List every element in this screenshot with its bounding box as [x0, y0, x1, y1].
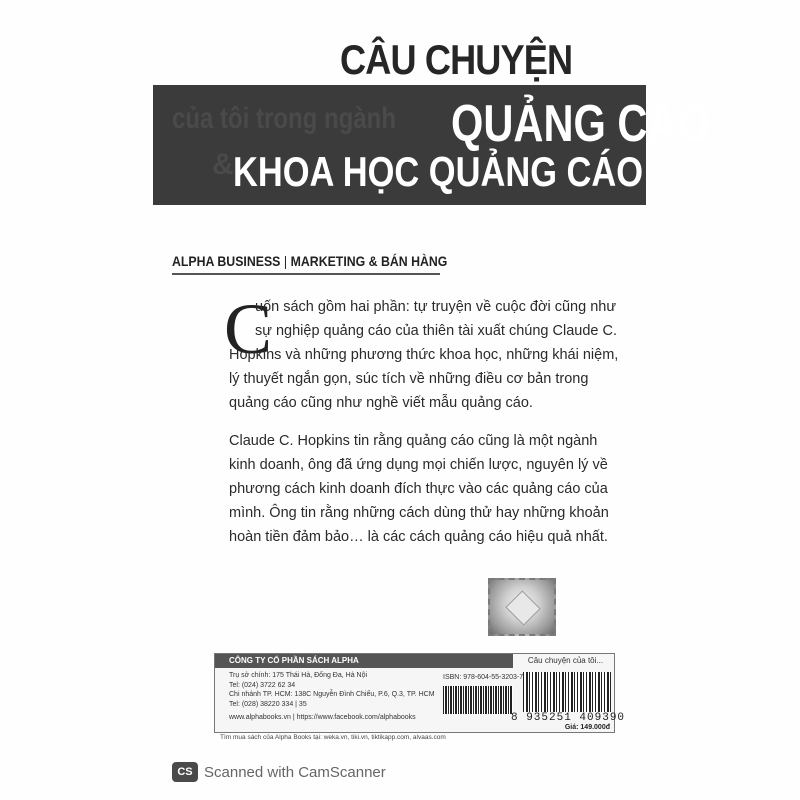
- title-ghost-ampersand: &: [212, 148, 234, 181]
- title-highlight: QUẢNG CÁO: [451, 95, 710, 153]
- publisher-name: CÔNG TY CỔ PHẦN SÁCH ALPHA: [215, 654, 513, 668]
- dropcap-letter: C: [224, 289, 273, 369]
- scanner-text: Scanned with CamScanner: [204, 763, 386, 781]
- p2-line: phương cách kinh doanh đích thực vào các quảng cáo của: [229, 481, 608, 497]
- category-underline: [172, 273, 440, 275]
- p2-line: kinh doanh, ông đã ứng dụng mọi chiến lược, nguyên lý về: [229, 457, 608, 473]
- scanner-watermark: [172, 762, 386, 782]
- p1-line: sự nghiệp quảng cáo của thiên tài xuất chúng Claude C.: [255, 323, 617, 339]
- category-right: MARKETING & BÁN HÀNG: [290, 253, 448, 269]
- publisher-info-box: [214, 653, 626, 733]
- ean-barcode-icon: [523, 672, 611, 712]
- description-text: [229, 295, 629, 549]
- p2-line: hoàn tiền đảm bảo… là các cách quảng cáo hiệu quả nhất.: [229, 529, 608, 545]
- isbn-barcode-icon: [443, 686, 513, 714]
- title-line-3: KHOA HỌC QUẢNG CÁO: [233, 148, 644, 195]
- camscanner-logo-icon: CS: [172, 762, 198, 782]
- address-line: Trụ sở chính: 175 Thái Hà, Đống Đa, Hà Nội: [229, 672, 368, 679]
- category-separator: |: [283, 253, 288, 269]
- p1-line: Hopkins và những phương thức khoa học, những khái niệm,: [229, 347, 619, 363]
- publisher-links: www.alphabooks.vn | https://www.facebook.com/alphabooks: [229, 714, 416, 721]
- book-short-title: Câu chuyện của tôi...: [527, 656, 604, 665]
- p1-line: lý thuyết ngắn gọn, súc tích về những điều cơ bản trong: [229, 371, 589, 387]
- isbn-text: ISBN: 978-604-55-3203-7: [443, 674, 524, 681]
- title-line-1: CÂU CHUYỆN: [340, 36, 573, 83]
- p2-line: Claude C. Hopkins tin rằng quảng cáo cũng là một ngành: [229, 433, 598, 449]
- paragraph-2: [229, 429, 629, 549]
- address-line: Tel: (028) 38220 334 | 35: [229, 700, 307, 708]
- category-left: ALPHA BUSINESS: [172, 253, 281, 269]
- address-line: Tel: (024) 3722 62 34: [229, 681, 296, 689]
- category-label: [172, 253, 447, 269]
- p1-line: uốn sách gồm hai phần: tự truyện về cuộc đời cũng như: [255, 299, 617, 315]
- address-line: Chi nhánh TP. HCM: 138C Nguyễn Đình Chiểu, P.6, Q.3, TP. HCM: [229, 691, 435, 698]
- hologram-emblem-icon: [505, 590, 540, 625]
- p2-line: mình. Ông tin rằng những cách dùng thử hay những khoản: [229, 505, 609, 521]
- publisher-address: [229, 671, 439, 709]
- price-label: Giá: 149.000đ: [564, 724, 610, 731]
- barcode-number: 8 935251 409390: [511, 712, 626, 724]
- hologram-sticker: [488, 578, 556, 636]
- title-ghost-line: của tôi trong ngành: [172, 102, 396, 135]
- p1-line: quảng cáo cũng như nghề viết mẫu quảng cáo.: [229, 395, 533, 411]
- retailers-footer: Tìm mua sách của Alpha Books tại: weka.vn, tiki.vn, tiktikapp.com, alvaas.com: [220, 734, 446, 741]
- paragraph-1: [229, 295, 629, 415]
